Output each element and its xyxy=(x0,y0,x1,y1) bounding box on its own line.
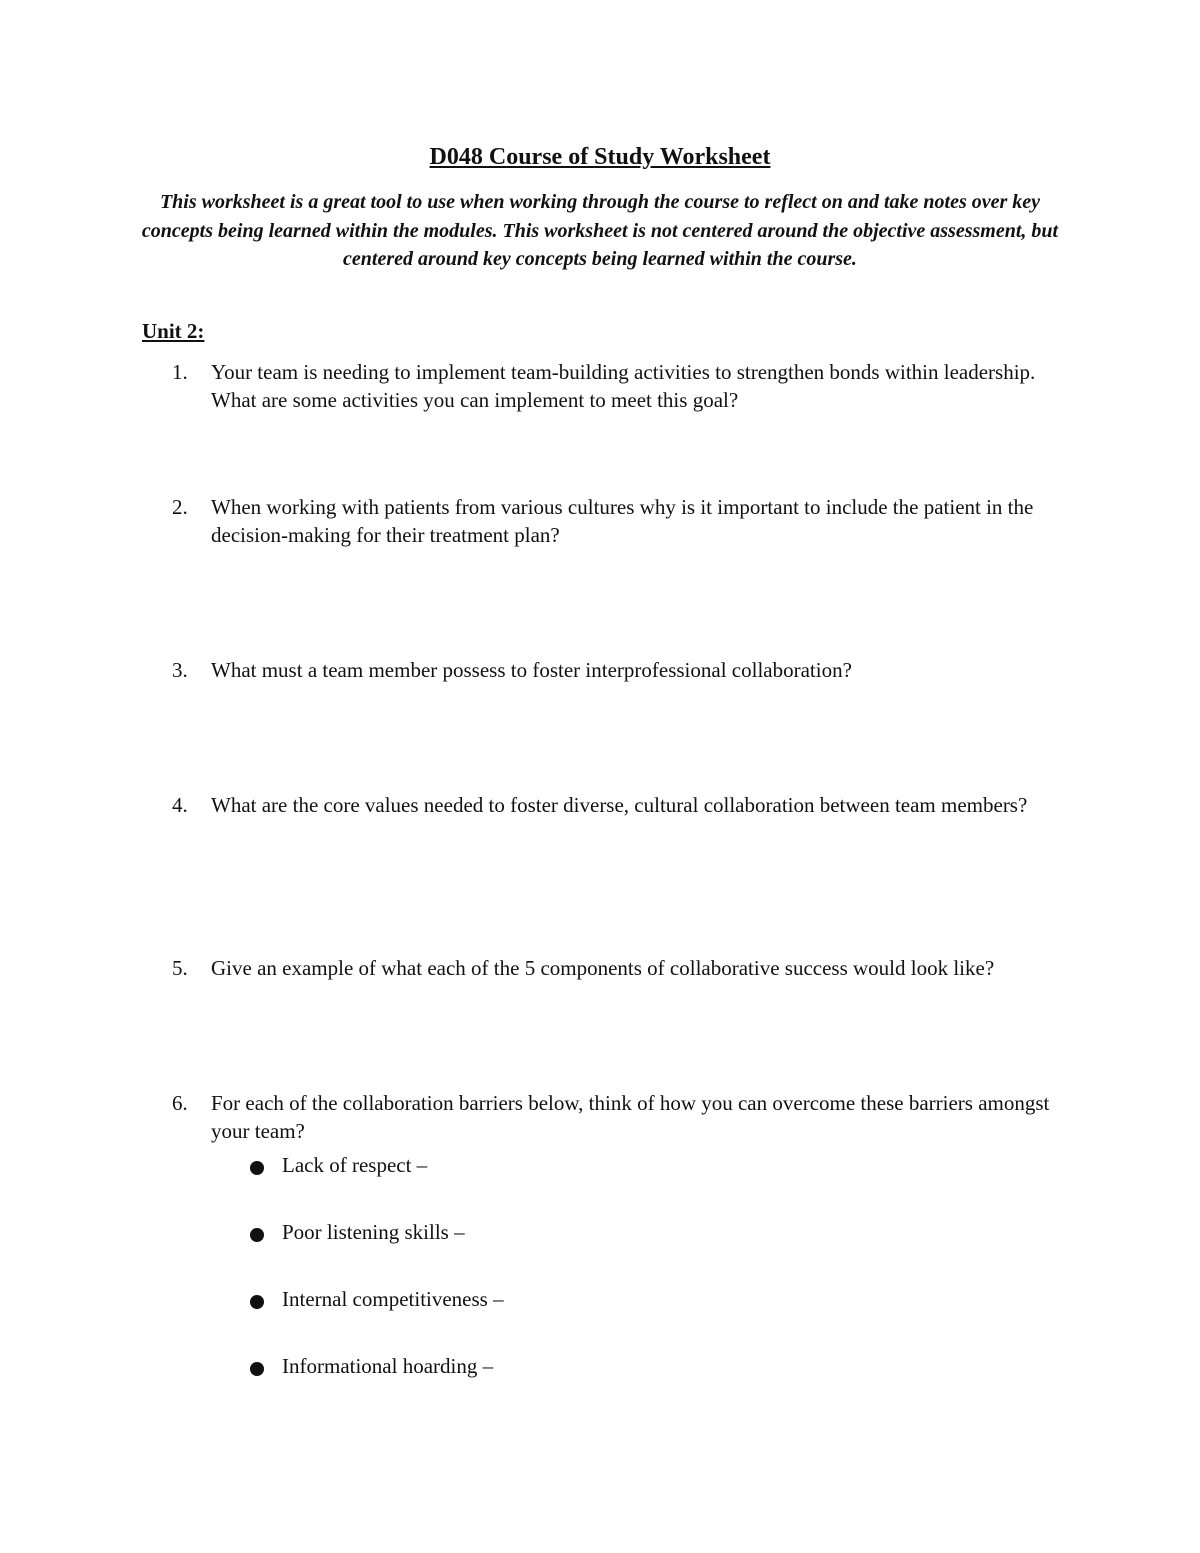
barrier-item xyxy=(250,1152,950,1179)
intro-paragraph: This worksheet is a great tool to use when working through the course to reflect on and take notes over key concepts being learned within the modules. This worksheet is not centered around the objective assessment, but centered around key concepts being learned within the course. xyxy=(141,191,1059,270)
question-item xyxy=(172,955,1052,983)
barrier-item xyxy=(250,1219,950,1246)
page-title: D048 Course of Study Worksheet xyxy=(429,144,771,170)
question-item xyxy=(172,657,1052,685)
question-number: 4. xyxy=(172,793,188,817)
question-item xyxy=(172,359,1052,414)
question-text: What are the core values needed to foster diverse, cultural collaboration between team members? xyxy=(211,793,1028,817)
question-number: 1. xyxy=(172,360,188,384)
barrier-label: Internal competitiveness – xyxy=(282,1287,504,1311)
bullet-icon xyxy=(250,1228,264,1242)
question-text: For each of the collaboration barriers below, think of how you can overcome these barriers amongst your team? xyxy=(211,1091,1050,1143)
unit-heading: Unit 2: xyxy=(142,319,205,343)
bullet-icon xyxy=(250,1362,264,1376)
barrier-item xyxy=(250,1353,950,1380)
barrier-label: Poor listening skills – xyxy=(282,1220,465,1244)
question-item xyxy=(172,1090,1052,1145)
barrier-item xyxy=(250,1286,950,1313)
question-number: 6. xyxy=(172,1091,188,1115)
barrier-label: Lack of respect – xyxy=(282,1153,428,1177)
question-number: 5. xyxy=(172,956,188,980)
question-text: What must a team member possess to foster interprofessional collaboration? xyxy=(211,658,852,682)
question-item xyxy=(172,792,1052,820)
bullet-icon xyxy=(250,1295,264,1309)
question-number: 2. xyxy=(172,495,188,519)
barrier-label: Informational hoarding – xyxy=(282,1354,494,1378)
question-text: Your team is needing to implement team-building activities to strengthen bonds within leadership. What are some activities you can implement to meet this goal? xyxy=(211,360,1036,412)
question-number: 3. xyxy=(172,658,188,682)
question-text: Give an example of what each of the 5 components of collaborative success would look like? xyxy=(211,956,995,980)
bullet-icon xyxy=(250,1161,264,1175)
question-text: When working with patients from various cultures why is it important to include the patient in the decision-making for their treatment plan? xyxy=(211,495,1034,547)
question-item xyxy=(172,494,1052,549)
